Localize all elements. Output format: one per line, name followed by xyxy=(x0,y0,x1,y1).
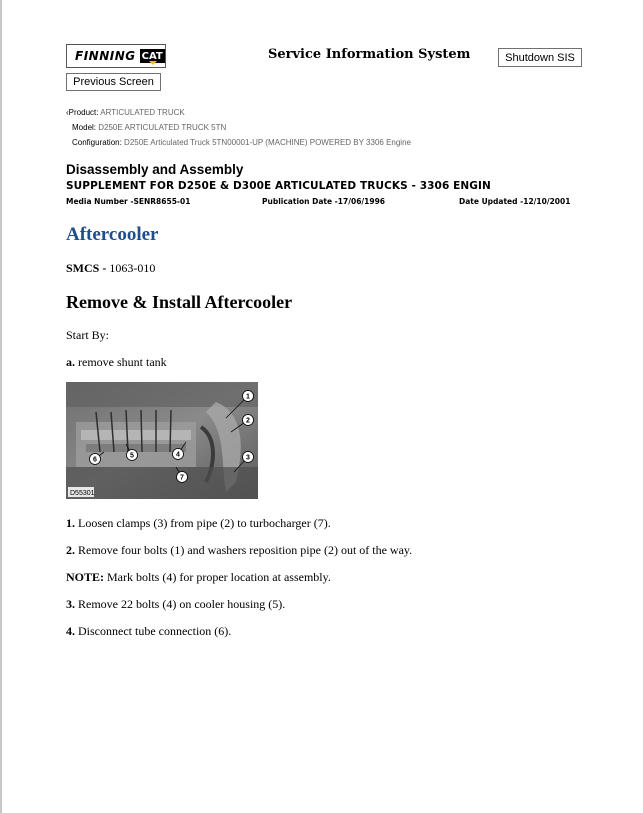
aftercooler-photo xyxy=(66,382,258,499)
start-by: Start By: xyxy=(66,328,110,342)
step-3-label: 3. xyxy=(66,597,75,611)
page-edge xyxy=(0,0,2,813)
callout-2 xyxy=(243,415,254,426)
callout-3 xyxy=(243,452,254,463)
callout-4 xyxy=(173,449,184,460)
note xyxy=(66,570,331,585)
model-value: D250E ARTICULATED TRUCK 5TN xyxy=(98,123,227,132)
step-1-text: Loosen clamps (3) from pipe (2) to turbocharger (7). xyxy=(78,516,331,530)
configuration-label: Configuration: xyxy=(72,138,122,147)
cat-badge: CAT xyxy=(141,51,163,62)
callout-1 xyxy=(243,391,254,402)
step-4-text: Disconnect tube connection (6). xyxy=(78,624,232,638)
media-number: Media Number -SENR8655-01 xyxy=(66,197,191,206)
app-title: Service Information System xyxy=(268,47,471,62)
callout-4-label: 4 xyxy=(176,451,180,459)
product-line xyxy=(66,108,185,117)
note-text: Mark bolts (4) for proper location at assembly. xyxy=(107,570,331,584)
step-2-text: Remove four bolts (1) and washers reposition pipe (2) out of the way. xyxy=(78,543,413,557)
document-title: Disassembly and Assembly xyxy=(66,162,244,177)
chevron-left-icon[interactable]: ‹ xyxy=(66,108,69,117)
smcs-code xyxy=(66,261,155,276)
publication-date: Publication Date -17/06/1996 xyxy=(262,197,386,206)
smcs-value: 1063-010 xyxy=(109,261,156,275)
figure-id: D55301 xyxy=(70,490,95,497)
smcs-label: SMCS - xyxy=(66,261,107,275)
callout-5 xyxy=(127,450,138,461)
step-1 xyxy=(66,516,331,531)
step-4-label: 4. xyxy=(66,624,75,638)
callout-6-label: 6 xyxy=(93,456,97,464)
callout-7 xyxy=(177,472,188,483)
step-a-label: a. xyxy=(66,355,75,369)
callout-2-label: 2 xyxy=(246,417,250,425)
document-subtitle: SUPPLEMENT FOR D250E & D300E ARTICULATED TRUCKS - 3306 ENGIN xyxy=(66,180,491,192)
previous-screen-button[interactable]: Previous Screen xyxy=(66,73,161,91)
step-2 xyxy=(66,543,412,558)
model-label: Model: xyxy=(72,123,97,132)
callout-3-label: 3 xyxy=(246,454,250,462)
section-heading: Aftercooler xyxy=(66,224,159,245)
step-4 xyxy=(66,624,231,639)
procedure-heading: Remove & Install Aftercooler xyxy=(66,292,293,312)
model-line xyxy=(72,123,226,132)
step-3-text: Remove 22 bolts (4) on cooler housing (5). xyxy=(78,597,286,611)
callout-5-label: 5 xyxy=(130,452,134,460)
callout-1-label: 1 xyxy=(246,393,250,401)
step-2-label: 2. xyxy=(66,543,75,557)
finning-cat-logo xyxy=(66,44,166,68)
shutdown-sis-button[interactable]: Shutdown SIS xyxy=(498,48,582,67)
product-value: ARTICULATED TRUCK xyxy=(100,108,185,117)
step-3 xyxy=(66,597,285,612)
step-a xyxy=(66,355,167,370)
date-updated: Date Updated -12/10/2001 xyxy=(459,197,571,206)
configuration-value: D250E Articulated Truck 5TN00001-UP (MACHINE) POWERED BY 3306 Engine xyxy=(124,138,411,147)
product-label: Product: xyxy=(68,108,99,117)
callout-7-label: 7 xyxy=(180,474,184,482)
step-1-label: 1. xyxy=(66,516,75,530)
configuration-line xyxy=(72,138,411,147)
callout-6 xyxy=(90,454,101,465)
note-label: NOTE: xyxy=(66,570,105,584)
step-a-text: remove shunt tank xyxy=(78,355,167,369)
logo-text: FINNING xyxy=(75,49,136,63)
